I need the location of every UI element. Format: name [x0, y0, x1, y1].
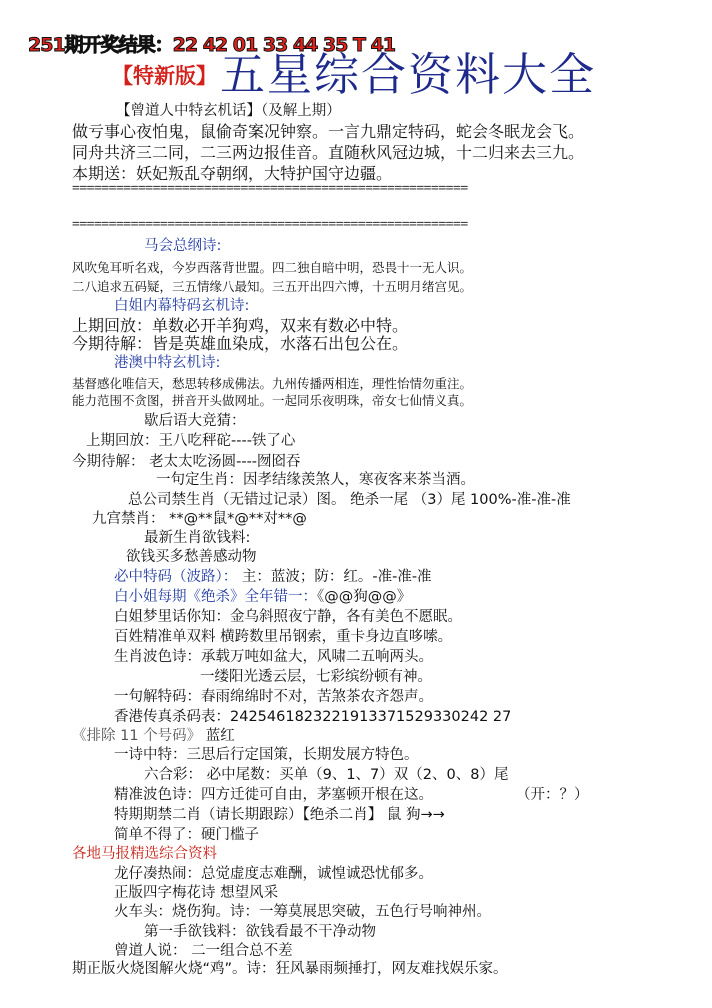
section-heading: 白姐内幕特码玄机诗:: [114, 298, 250, 314]
text-line: 龙仔凑热闹：总觉虚度志难酬，诚惶诚恐忧郁多。: [114, 866, 433, 882]
text-line: 精准波色诗：四方迁徙可自由，茅塞顿开根在这。: [114, 787, 433, 803]
text-value: 蓝红: [205, 728, 235, 744]
text-line: 二八追求五码疑，三五情缘八最知。三五开出四六博，十五明月绪宫见。: [72, 279, 473, 294]
section-heading: 马会总纲诗:: [144, 238, 222, 254]
text-line: 一句解特码：春雨绵绵时不对，苦煞茶农齐怨声。: [114, 689, 433, 705]
text-line: 一句定生肖：因孝结缘羡煞人，寒夜客来茶当酒。: [156, 472, 475, 488]
text-line: 香港传真杀码表：2425461823221913371529330242 27: [114, 709, 512, 725]
page-title: 五星综合资料大全: [220, 48, 597, 101]
text-line: 欲钱买多愁善感动物: [126, 549, 257, 565]
section-heading: 港澳中特玄机诗:: [114, 355, 221, 371]
text-line: 能力范围不贪图，拼音开头做网址。一起同乐夜明珠，帝女七仙情义真。: [72, 393, 473, 408]
text-line: 特期期禁二肖（请长期跟踪）【绝杀二肖】 鼠 狗→→: [114, 807, 445, 823]
text-line: [114, 570, 432, 585]
section-heading: 最新生肖欲钱料:: [144, 530, 251, 546]
text-line: 简单不得了：硬门槛子: [114, 827, 259, 843]
text-line: 期正版火烧图解火烧“鸡”。诗：狂风暴雨频捶打，网友难找娱乐家。: [72, 961, 508, 977]
text-line: 第一手欲钱料：欲钱看最不干净动物: [144, 924, 376, 940]
text-line: [114, 590, 411, 605]
text-line: 今期待解： 老太太吃汤圆----囫囵吞: [72, 454, 301, 470]
text-label: 白小姐每期《绝杀》全年错一：: [114, 589, 317, 605]
text-line: 上期回放：单数必开羊狗鸡，双来有数必中特。: [72, 316, 409, 335]
text-line: 今期待解：皆是英雄血染成，水落石出包公在。: [72, 334, 409, 353]
draw-result-banner: 251期开奖结果：22 42 01 33 44 35 T 41: [28, 34, 396, 56]
text-line: 曾道人说： 二一组合总不差: [114, 943, 293, 959]
text-line: 一缕阳光透云层，七彩缤纷顿有神。: [200, 669, 432, 685]
text-line: 一诗中特：三思后行定国策，长期发展方特色。: [114, 747, 419, 763]
divider: ======================================================: [72, 217, 468, 232]
section-heading: 【曾道人中特玄机话】（及解上期）: [116, 103, 341, 119]
text-line: 火车头：烧伤狗。诗：一筹莫展思突破，五色行号响神州。: [114, 904, 491, 920]
text-line: 六合彩： 必中尾数：买单（9、1、7）双（2、0、8）尾: [144, 767, 509, 783]
text-label: 必中特码（波路）：: [114, 569, 242, 585]
text-line: 百姓精准单双料 横跨数里吊钢索，重卡身边直哆嗦。: [114, 629, 453, 645]
text-line: 同舟共济三二同，二三两边报佳音。直随秋风冠边城，十二归来去三九。: [72, 143, 585, 162]
text-line: 做亏事心夜怕鬼，鼠偷奇案况钟察。一言九鼎定特码，蛇会冬眠龙会飞。: [72, 122, 585, 141]
text-line: 上期回放：王八吃秤砣----铁了心: [86, 433, 296, 449]
text-label: 《排除 11 个号码》: [72, 728, 202, 744]
divider: ======================================================: [72, 181, 468, 196]
text-line: [72, 729, 235, 744]
text-line: 九宫禁肖： **@**鼠*@**对**@: [92, 511, 307, 527]
section-heading: 歇后语大竞猜：: [144, 413, 246, 429]
text-line: 生肖波色诗：承载万吨如盆大，风啸二五响两头。: [114, 649, 433, 665]
text-value: 《@@狗@@》: [317, 589, 412, 605]
text-line: （开：？）: [516, 787, 589, 803]
section-heading: 各地马报精选综合资料: [72, 846, 217, 862]
text-line: 正版四字梅花诗 想望风采: [114, 885, 279, 901]
text-value: 主：蓝波；防：红。-准-准-准: [241, 569, 432, 585]
edition-badge: 【特新版】: [112, 64, 217, 88]
text-line: 本期送：妖妃叛乱夺朝纲，大特护国守边疆。: [72, 164, 393, 183]
text-line: 风吹兔耳听名戏，今岁西落背世盟。四二独自暗中明，恐畏十一无人识。: [72, 260, 473, 275]
text-line: 白姐梦里话你知：金乌斜照夜宁静，各有美色不愿眠。: [114, 609, 462, 625]
text-line: 基督感化唯信天，愁思转移成佛法。九州传播两相连，理性怡情勿重注。: [72, 376, 473, 391]
text-line: 总公司禁生肖（无错过记录）图。 绝杀一尾 （3）尾 100%-准-准-准: [128, 492, 571, 508]
